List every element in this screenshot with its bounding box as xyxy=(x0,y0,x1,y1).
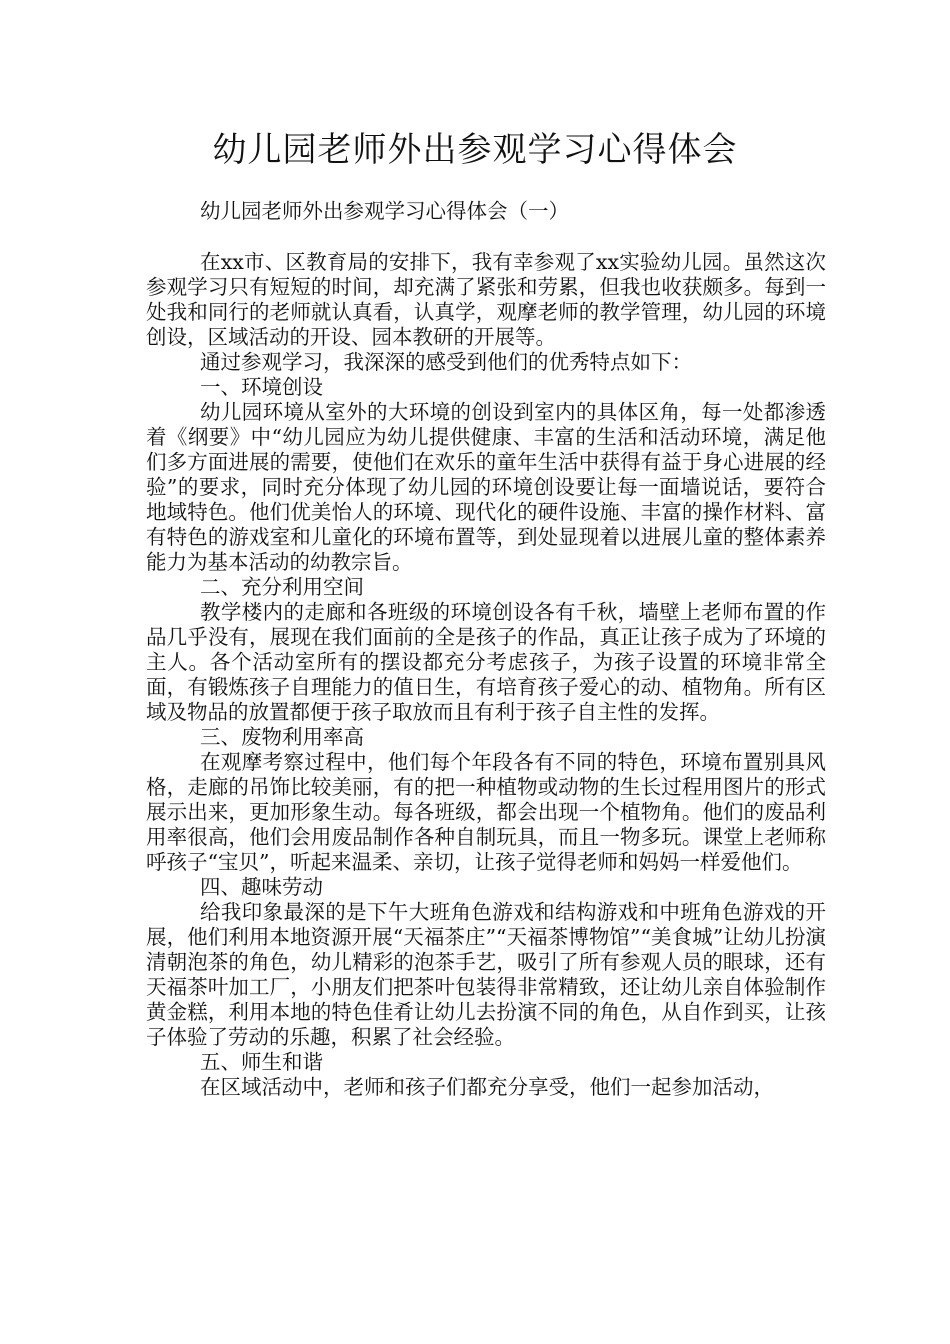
paragraph: 在观摩考察过程中，他们每个年段各有不同的特色，环境布置别具风格，走廊的吊饰比较美丽，有的把一种植物或动物的生长过程用图片的形式展示出来，更加形象生动。每各班级，都会出现一个植物角。他们的废品利用率很高，他们会用废品制作各种自制玩具，而且一物多玩。课堂上老师称呼孩子“宝贝”，听起来温柔、亲切，让孩子觉得老师和妈妈一样爱他们。 xyxy=(146,750,826,874)
paragraph: 通过参观学习，我深深的感受到他们的优秀特点如下： xyxy=(200,350,692,374)
section-heading: 四、趣味劳动 xyxy=(200,875,323,899)
document-body xyxy=(146,250,826,1100)
paragraph: 给我印象最深的是下午大班角色游戏和结构游戏和中班角色游戏的开展，他们利用本地资源开展“天福茶庄”“天福茶博物馆”“美食城”让幼儿扮演清朝泡茶的角色，幼儿精彩的泡茶手艺，吸引了所有参观人员的眼球，还有天福茶叶加工厂，小朋友们把茶叶包装得非常精致，还让幼儿亲自体验制作黄金糕，利用本地的特色佳肴让幼儿去扮演不同的角色，从自作到买，让孩子体验了劳动的乐趣，积累了社会经验。 xyxy=(146,900,826,1049)
section-heading: 五、师生和谐 xyxy=(200,1050,323,1074)
section-heading: 一、环境创设 xyxy=(200,375,323,399)
paragraph: 在xx市、区教育局的安排下，我有幸参观了xx实验幼儿园。虽然这次参观学习只有短短的时间，却充满了紧张和劳累，但我也收获颇多。每到一处我和同行的老师就认真看，认真学，观摩老师的教学管理，幼儿园的环境创设，区域活动的开设、园本教研的开展等。 xyxy=(146,250,826,349)
section-heading: 二、充分利用空间 xyxy=(200,575,364,599)
paragraph: 教学楼内的走廊和各班级的环境创设各有千秋，墙壁上老师布置的作品几乎没有，展现在我们面前的全是孩子的作品，真正让孩子成为了环境的主人。各个活动室所有的摆设都充分考虑孩子，为孩子设置的环境非常全面，有锻炼孩子自理能力的值日生，有培育孩子爱心的动、植物角。所有区域及物品的放置都便于孩子取放而且有利于孩子自主性的发挥。 xyxy=(146,600,826,724)
paragraph: 在区域活动中，老师和孩子们都充分享受，他们一起参加活动， xyxy=(200,1075,774,1099)
section-heading: 三、废物利用率高 xyxy=(200,725,364,749)
paragraph: 幼儿园环境从室外的大环境的创设到室内的具体区角，每一处都渗透着《纲要》中“幼儿园应为幼儿提供健康、丰富的生活和活动环境，满足他们多方面进展的需要，使他们在欢乐的童年生活中获得有益于身心进展的经验”的要求，同时充分体现了幼儿园的环境创设要让每一面墙说话，要符合地域特色。他们优美怡人的环境、现代化的硬件设施、丰富的操作材料、富有特色的游戏室和儿童化的环境布置等，到处显现着以进展儿童的整体素养能力为基本活动的幼教宗旨。 xyxy=(146,400,826,574)
document-subtitle: 幼儿园老师外出参观学习心得体会（一） xyxy=(200,199,569,223)
document-title: 幼儿园老师外出参观学习心得体会 xyxy=(212,130,738,170)
